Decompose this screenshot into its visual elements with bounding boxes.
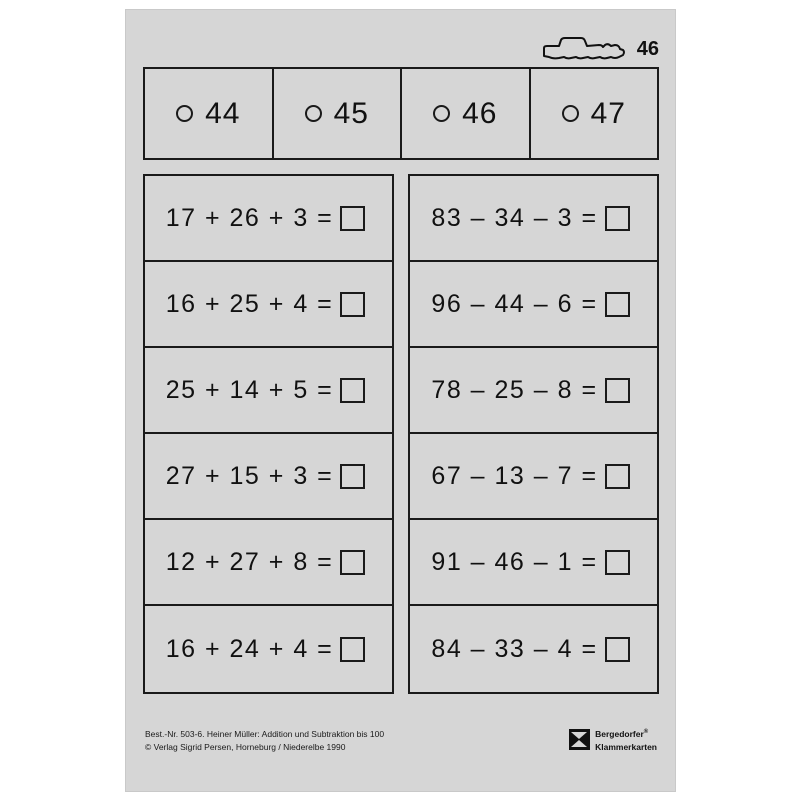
answer-box[interactable] <box>605 292 630 317</box>
answer-box[interactable] <box>340 464 365 489</box>
answer-box[interactable] <box>340 206 365 231</box>
worksheet-card <box>126 10 675 791</box>
radio-icon[interactable] <box>433 105 450 122</box>
answer-box[interactable] <box>605 464 630 489</box>
selector-label: 44 <box>205 96 241 130</box>
problem-row[interactable] <box>410 606 657 692</box>
problem-row[interactable] <box>145 262 392 348</box>
selector-label: 45 <box>333 96 369 130</box>
radio-icon[interactable] <box>176 105 193 122</box>
addition-column <box>143 174 394 694</box>
card-selector-row[interactable] <box>143 67 659 160</box>
problem-expression: 16 + 24 + 4 = <box>165 634 334 663</box>
radio-icon[interactable] <box>562 105 579 122</box>
answer-box[interactable] <box>605 637 630 662</box>
answer-box[interactable] <box>605 378 630 403</box>
card-header <box>541 36 659 62</box>
problem-expression: 17 + 26 + 3 = <box>165 203 334 232</box>
problem-columns <box>143 174 659 694</box>
answer-box[interactable] <box>605 206 630 231</box>
problem-expression: 96 – 44 – 6 = <box>431 289 598 318</box>
selector-option-47[interactable] <box>531 69 658 158</box>
problem-expression: 67 – 13 – 7 = <box>431 461 598 490</box>
problem-row[interactable] <box>145 348 392 434</box>
answer-box[interactable] <box>340 550 365 575</box>
problem-expression: 78 – 25 – 8 = <box>431 375 598 404</box>
brand-line-1: Bergedorfer® <box>595 729 649 740</box>
answer-box[interactable] <box>340 637 365 662</box>
imprint-line-1: Best.-Nr. 503-6. Heiner Müller: Addition und Subtraktion bis 100 <box>145 729 385 740</box>
problem-row[interactable] <box>410 176 657 262</box>
problem-row[interactable] <box>145 606 392 692</box>
problem-expression: 12 + 27 + 8 = <box>165 547 334 576</box>
registered-icon: ® <box>643 729 649 736</box>
bergedorfer-logo-icon <box>569 729 590 750</box>
answer-box[interactable] <box>340 378 365 403</box>
problem-expression: 83 – 34 – 3 = <box>431 203 598 232</box>
problem-expression: 25 + 14 + 5 = <box>165 375 334 404</box>
problem-expression: 91 – 46 – 1 = <box>431 547 598 576</box>
imprint-text <box>145 728 384 753</box>
problem-row[interactable] <box>145 176 392 262</box>
selector-label: 46 <box>462 96 498 130</box>
problem-row[interactable] <box>410 434 657 520</box>
problem-expression: 16 + 25 + 4 = <box>165 289 334 318</box>
selector-option-44[interactable] <box>145 69 274 158</box>
problem-row[interactable] <box>410 262 657 348</box>
answer-box[interactable] <box>605 550 630 575</box>
brand-block <box>569 728 657 753</box>
problem-expression: 27 + 15 + 3 = <box>165 461 334 490</box>
problem-row[interactable] <box>410 348 657 434</box>
subtraction-column <box>408 174 659 694</box>
radio-icon[interactable] <box>305 105 322 122</box>
problem-expression: 84 – 33 – 4 = <box>431 634 598 663</box>
page-number: 46 <box>636 37 659 60</box>
card-footer <box>145 728 657 753</box>
imprint-line-2: © Verlag Sigrid Persen, Horneburg / Niederelbe 1990 <box>145 741 346 752</box>
brand-line-2: Klammerkarten <box>595 741 657 752</box>
brand-name <box>595 728 657 753</box>
answer-box[interactable] <box>340 292 365 317</box>
selector-label: 47 <box>590 96 626 130</box>
selector-option-45[interactable] <box>274 69 403 158</box>
train-icon <box>541 36 627 62</box>
problem-row[interactable] <box>410 520 657 606</box>
problem-row[interactable] <box>145 520 392 606</box>
problem-row[interactable] <box>145 434 392 520</box>
selector-option-46[interactable] <box>402 69 531 158</box>
